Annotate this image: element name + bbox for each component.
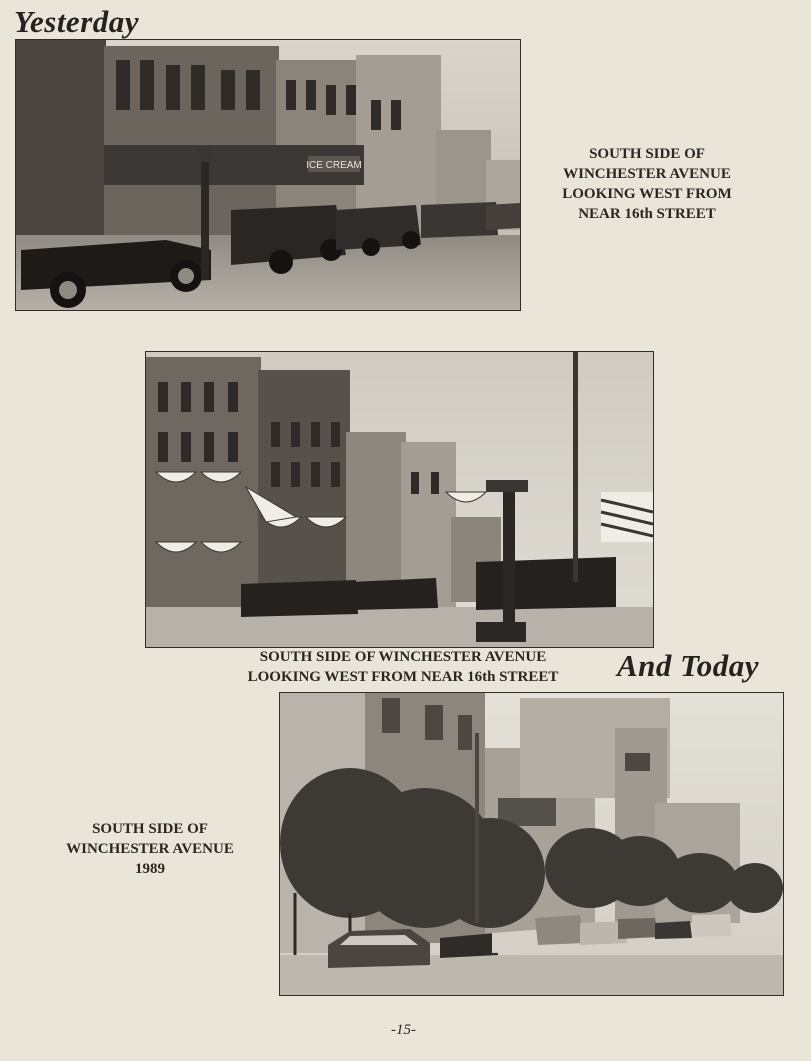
caption-photo2-line1: SOUTH SIDE OF WINCHESTER AVENUE — [259, 649, 547, 665]
flag-bunting — [601, 492, 653, 542]
photo-winchester-1989-image — [280, 693, 783, 995]
page-number: -15- — [391, 1022, 416, 1038]
heading-yesterday: Yesterday — [14, 4, 140, 39]
caption-photo1-line3: LOOKING WEST FROM — [562, 186, 732, 202]
caption-photo1-line2: WINCHESTER AVENUE — [563, 166, 731, 182]
caption-photo3-line3: 1989 — [135, 861, 165, 877]
ice-cream-sign-text: ICE CREAM — [306, 160, 362, 171]
caption-photo3 — [40, 819, 260, 879]
photo-winchester-early — [15, 39, 521, 311]
photo-winchester-early-image — [16, 40, 520, 310]
caption-photo2 — [212, 647, 594, 687]
photo-winchester-decorated-image — [146, 352, 653, 647]
heading-and-today: And Today — [617, 648, 760, 683]
caption-photo3-line2: WINCHESTER AVENUE — [66, 841, 234, 857]
caption-photo3-line1: SOUTH SIDE OF — [92, 821, 208, 837]
photo-winchester-1989 — [279, 692, 784, 996]
caption-photo1-line4: NEAR 16th STREET — [578, 206, 716, 222]
caption-photo2-line2: LOOKING WEST FROM NEAR 16th STREET — [247, 669, 559, 685]
caption-photo1 — [536, 144, 758, 224]
caption-photo1-line1: SOUTH SIDE OF — [589, 146, 705, 162]
photo-winchester-decorated — [145, 351, 654, 648]
